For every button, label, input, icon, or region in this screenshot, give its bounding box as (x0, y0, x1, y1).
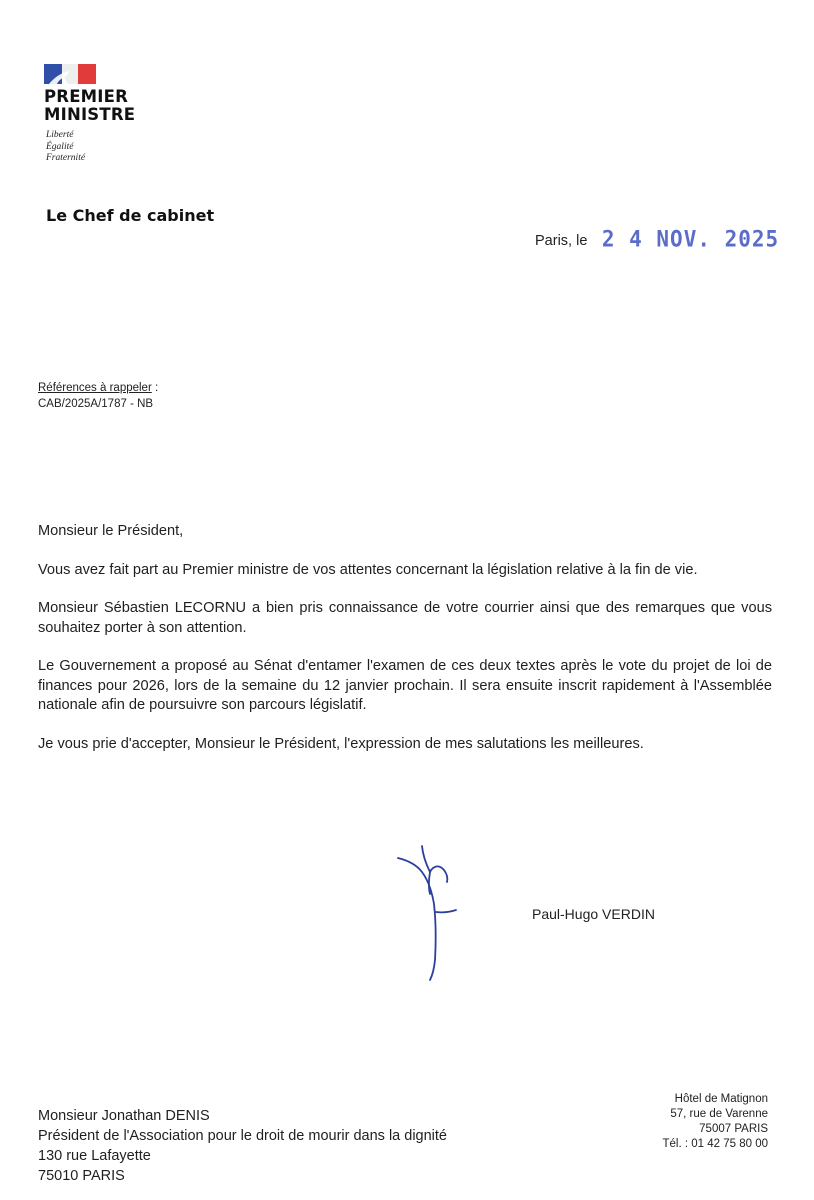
references-code: CAB/2025A/1787 - NB (38, 398, 154, 410)
institution-name-line2: MINISTRE (44, 105, 136, 124)
references-label: Références à rappeler (38, 382, 152, 394)
sender-title: Le Chef de cabinet (46, 206, 215, 225)
motto-liberte: Liberté (46, 130, 74, 140)
government-logo (44, 64, 96, 84)
recipient-address (38, 1106, 447, 1186)
marianne-flag-icon (44, 64, 96, 84)
paragraph: Vous avez fait part au Premier ministre de vos attentes concernant la législation relative à la fin de vie. (38, 561, 698, 578)
institution-name-line1: PREMIER (44, 87, 129, 106)
motto-fraternite: Fraternité (46, 153, 86, 163)
paragraph: Monsieur Sébastien LECORNU a bien pris connaissance de votre courrier ainsi que des remarques que vous souhaitez porter à son attention. (38, 600, 772, 636)
signer-name: Paul-Hugo VERDIN (532, 906, 655, 922)
office-street: 57, rue de Varenne (670, 1108, 768, 1120)
institution-name (44, 88, 135, 124)
handwritten-signature (392, 842, 482, 984)
date-stamp: 2 4 NOV. 2025 (601, 226, 780, 252)
salutation: Monsieur le Président, (38, 523, 184, 539)
office-city: 75007 PARIS (699, 1123, 768, 1135)
recipient-name: Monsieur Jonathan DENIS (38, 1108, 210, 1124)
office-address (663, 1092, 769, 1152)
date-prefix: Paris, le (535, 233, 588, 249)
letter-body (38, 522, 772, 773)
republic-motto (46, 130, 85, 165)
references-separator: : (151, 382, 159, 394)
paragraph: Je vous prie d'accepter, Monsieur le Président, l'expression de mes salutations les meilleures. (38, 735, 644, 752)
date-line (535, 226, 779, 250)
office-phone: Tél. : 01 42 75 80 00 (662, 1138, 768, 1150)
recipient-title: Président de l'Association pour le droit de mourir dans la dignité (38, 1128, 447, 1144)
recipient-city: 75010 PARIS (38, 1168, 125, 1184)
motto-egalite: Égalité (46, 141, 74, 152)
recipient-street: 130 rue Lafayette (38, 1148, 151, 1164)
office-name: Hôtel de Matignon (674, 1093, 768, 1105)
references-block (38, 380, 158, 412)
paragraph: Le Gouvernement a proposé au Sénat d'entamer l'examen de ces deux textes après le vote du projet de loi de finances pour 2026, lors de la semaine du 12 janvier prochain. Il sera ensuite inscrit rapidement à l'Assemblée nationale afin de poursuivre son parcours législatif. (38, 658, 772, 713)
